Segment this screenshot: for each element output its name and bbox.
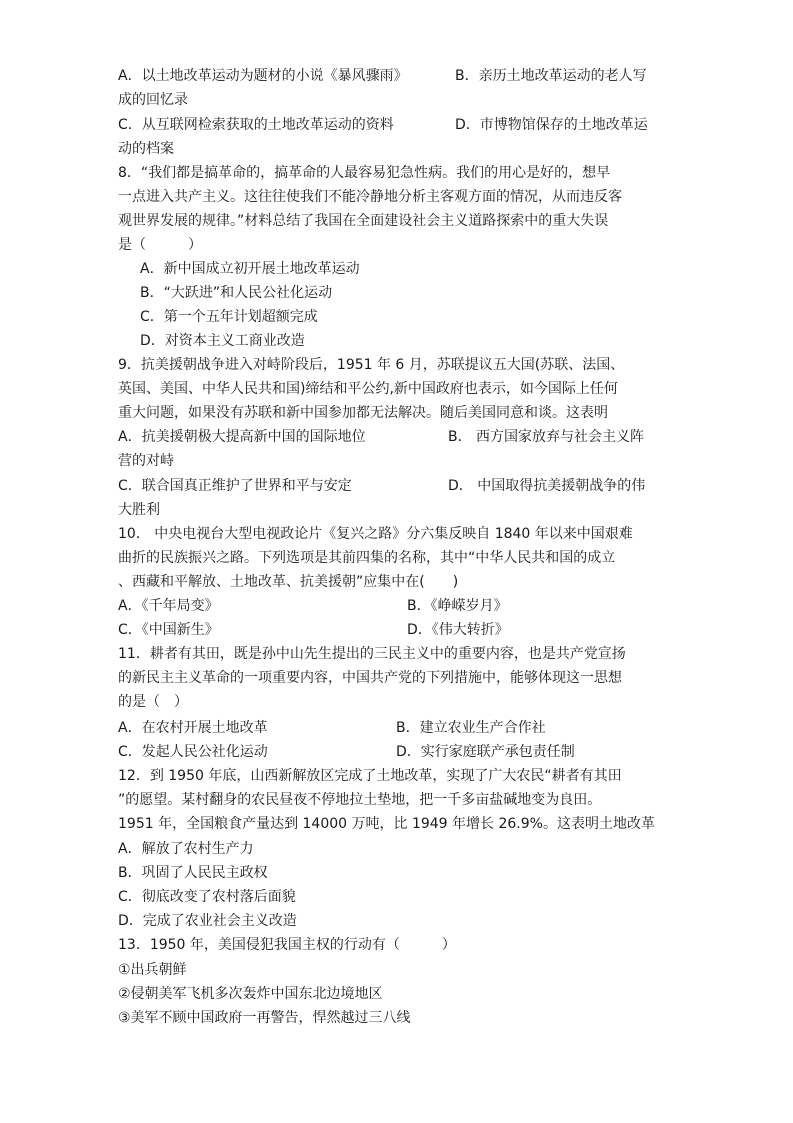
q8-option-c: C．第一个五年计划超额完成	[140, 309, 318, 325]
q12-stem-1: 12．到 1950 年底，山西新解放区完成了土地改革，实现了广大农民“耕者有其田	[118, 768, 622, 784]
q9-option-a: A．抗美援朝极大提高新中国的国际地位	[118, 429, 366, 445]
q7-option-b: B．亲历土地改革运动的老人写	[455, 68, 647, 84]
q8-option-a: A．新中国成立初开展土地改革运动	[140, 261, 360, 277]
q8-stem-1: 8．“我们都是搞革命的，搞革命的人最容易犯急性病。我们的用心是好的，想早	[118, 165, 611, 181]
q7-option-d: D．市博物馆保存的土地改革运	[455, 117, 648, 133]
q9-stem-3: 重大问题，如果没有苏联和新中国参加都无法解决。随后美国同意和谈。这表明	[118, 405, 608, 421]
q12-stem-3: 1951 年，全国粮食产量达到 14000 万吨，比 1949 年增长 26.9%。这表明土地改革	[118, 816, 655, 832]
q7-option-a: A．以土地改革运动为题材的小说《暴风骤雨》	[118, 68, 408, 84]
q10-option-b: B．《峥嵘岁月》	[407, 598, 508, 614]
q13-item-2: ②侵朝美军飞机多次轰炸中国东北边境地区	[118, 986, 383, 1002]
q11-stem-3: 的是（ ）	[118, 694, 188, 710]
q13-item-1: ①出兵朝鲜	[118, 962, 187, 978]
q9-stem-1: 9．抗美援朝战争进入对峙阶段后，1951 年 6 月，苏联提议五大国(苏联、法国、	[118, 357, 625, 373]
q10-option-c: C．《中国新生》	[118, 622, 219, 638]
q12-option-c: C．彻底改变了农村落后面貌	[118, 889, 296, 905]
q12-option-d: D．完成了农业社会主义改造	[118, 913, 297, 929]
q13-stem: 13．1950 年，美国侵犯我国主权的行动有（ ）	[118, 937, 456, 953]
q8-stem-3: 观世界发展的规律。”材料总结了我国在全面建设社会主义道路探索中的重大失误	[118, 213, 609, 229]
q9-option-c: C．联合国真正维护了世界和平与安定	[118, 478, 352, 494]
q10-stem-3: 、西藏和平解放、土地改革、抗美援朝”应集中在( )	[118, 574, 459, 590]
q10-option-d: D．《伟大转折》	[407, 622, 509, 638]
q8-stem-4: 是（ ）	[118, 237, 202, 253]
q9-option-d: D． 中国取得抗美援朝战争的伟	[448, 478, 646, 494]
q10-stem-2: 曲折的民族振兴之路。下列选项是其前四集的名称，其中“中华人民共和国的成立	[118, 550, 616, 566]
q10-option-a: A．《千年局变》	[118, 598, 219, 614]
q12-stem-2: ”的愿望。某村翻身的农民昼夜不停地拉土垫地，把一千多亩盐碱地变为良田。	[118, 792, 602, 808]
q10-stem-1: 10． 中央电视台大型电视政论片《复兴之路》分六集反映自 1840 年以来中国艰难	[118, 526, 633, 542]
q7-option-b-cont: 成的回忆录	[118, 92, 188, 108]
q7-option-d-cont: 动的档案	[118, 141, 174, 157]
q12-option-a: A．解放了农村生产力	[118, 841, 254, 857]
q11-stem-2: 的新民主主义革命的一项重要内容，中国共产党的下列措施中，能够体现这一思想	[118, 670, 622, 686]
q8-stem-2: 一点进入共产主义。这往往使我们不能冷静地分析主客观方面的情况，从而违反客	[118, 189, 622, 205]
q9-option-b-cont: 营的对峙	[118, 453, 174, 469]
q9-stem-2: 英国、美国、中华人民共和国)缔结和平公约,新中国政府也表示，如今国际上任何	[118, 381, 618, 397]
q8-option-b: B．“大跃进”和人民公社化运动	[140, 285, 333, 301]
q11-option-c: C．发起人民公社化运动	[118, 744, 268, 760]
q11-option-d: D．实行家庭联产承包责任制	[396, 744, 575, 760]
q13-item-3: ③美军不顾中国政府一再警告，悍然越过三八线	[118, 1010, 411, 1026]
q11-option-a: A．在农村开展土地改革	[118, 720, 268, 736]
q9-option-d-cont: 大胜利	[118, 502, 160, 518]
q7-option-c: C．从互联网检索获取的土地改革运动的资料	[118, 117, 394, 133]
q8-option-d: D．对资本主义工商业改造	[140, 333, 305, 349]
q12-option-b: B．巩固了人民民主政权	[118, 865, 268, 881]
q11-option-b: B．建立农业生产合作社	[396, 720, 546, 736]
q9-option-b: B． 西方国家放弃与社会主义阵	[448, 429, 645, 445]
q11-stem-1: 11．耕者有其田，既是孙中山先生提出的三民主义中的重要内容，也是共产党宣扬	[118, 646, 626, 662]
